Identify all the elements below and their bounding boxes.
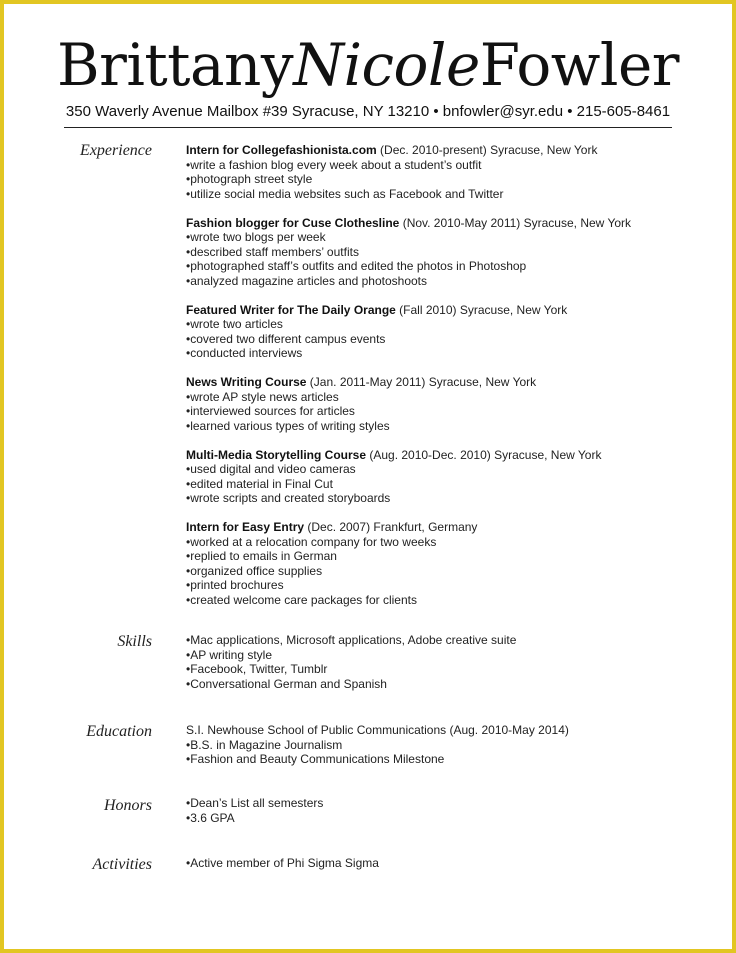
education-item: •B.S. in Magazine Journalism (186, 737, 343, 752)
job-bullet: •interviewed sources for articles (186, 404, 355, 418)
job-heading (186, 448, 686, 463)
name-middle: Nicole (293, 31, 480, 99)
job-heading (186, 303, 686, 318)
job-bullet: •used digital and video cameras (186, 462, 356, 476)
job-bullet: •wrote two blogs per week (186, 230, 326, 244)
activities-section (186, 856, 686, 871)
name-first: Brittany (56, 31, 294, 99)
name-last: Fowler (479, 31, 680, 99)
experience-section (186, 143, 686, 607)
job-bullet: •replied to emails in German (186, 549, 337, 563)
job-bullet: •described staff members’ outfits (186, 244, 359, 259)
job-entry (186, 303, 686, 361)
job-title: News Writing Course (186, 375, 307, 389)
resume-name (0, 30, 736, 100)
job-meta: (Nov. 2010-May 2011) Syracuse, New York (399, 215, 632, 230)
job-meta: (Aug. 2010-Dec. 2010) Syracuse, New York (366, 447, 602, 462)
job-bullet: •wrote AP style news articles (186, 389, 339, 404)
job-bullet: •photograph street style (186, 172, 313, 186)
job-bullet: •conducted interviews (186, 346, 303, 360)
job-meta: (Dec. 2007) Frankfurt, Germany (304, 520, 478, 534)
job-heading (186, 375, 686, 390)
section-label-education: Education (86, 723, 152, 740)
job-bullet: •photographed staff’s outfits and edited the photos in Photoshop (186, 259, 527, 273)
education-section (186, 723, 686, 767)
header-divider (64, 127, 672, 128)
skill-item: •Conversational German and Spanish (186, 676, 387, 691)
job-bullet: •learned various types of writing styles (186, 418, 390, 433)
job-bullet: •analyzed magazine articles and photoshoots (186, 273, 428, 288)
honor-item: •Dean’s List all semesters (186, 796, 324, 810)
job-title: Intern for Easy Entry (186, 520, 305, 534)
skill-item: •AP writing style (186, 647, 273, 662)
job-entry (186, 448, 686, 506)
job-bullet: •printed brochures (186, 578, 284, 592)
job-title: Multi-Media Storytelling Course (186, 447, 367, 462)
job-bullet: •utilize social media websites such as Facebook and Twitter (186, 186, 504, 201)
job-bullet: •wrote two articles (186, 317, 283, 331)
job-heading (186, 143, 686, 158)
job-meta: (Jan. 2011-May 2011) Syracuse, New York (306, 375, 537, 389)
honors-section (186, 796, 686, 825)
job-entry (186, 143, 686, 201)
job-entry (186, 216, 686, 289)
section-label-honors: Honors (103, 797, 152, 814)
job-title: Intern for Collegefashionista.com (186, 143, 377, 157)
section-label-activities: Activities (92, 856, 152, 873)
education-item: •Fashion and Beauty Communications Milestone (186, 752, 445, 766)
skill-item: •Mac applications, Microsoft applications, Adobe creative suite (186, 633, 517, 647)
job-title: Featured Writer for The Daily Orange (186, 302, 396, 317)
job-heading (186, 216, 686, 231)
contact-line: 350 Waverly Avenue Mailbox #39 Syracuse, NY 13210 • bnfowler@syr.edu • 215-605-8461 (65, 103, 671, 120)
job-bullet: •organized office supplies (186, 563, 323, 578)
job-meta: (Dec. 2010-present) Syracuse, New York (376, 143, 598, 157)
job-bullet: •worked at a relocation company for two weeks (186, 534, 437, 549)
education-item: S.I. Newhouse School of Public Communications (Aug. 2010-May 2014) (186, 723, 569, 737)
job-bullet: •edited material in Final Cut (186, 476, 333, 491)
job-heading (186, 520, 686, 535)
job-entry (186, 520, 686, 607)
job-title: Fashion blogger for Cuse Clothesline (186, 215, 400, 230)
job-entry (186, 375, 686, 433)
activity-item: •Active member of Phi Sigma Sigma (186, 856, 379, 870)
job-bullet: •created welcome care packages for clients (186, 592, 417, 607)
skill-item: •Facebook, Twitter, Tumblr (186, 662, 328, 676)
section-label-skills: Skills (117, 633, 152, 650)
job-bullet: •write a fashion blog every week about a student’s outfit (186, 157, 482, 172)
section-label-experience: Experience (80, 142, 152, 159)
skills-section (186, 633, 686, 691)
job-bullet: •covered two different campus events (186, 331, 386, 346)
honor-item: •3.6 GPA (186, 810, 235, 825)
job-bullet: •wrote scripts and created storyboards (186, 491, 391, 505)
job-meta: (Fall 2010) Syracuse, New York (395, 302, 568, 317)
